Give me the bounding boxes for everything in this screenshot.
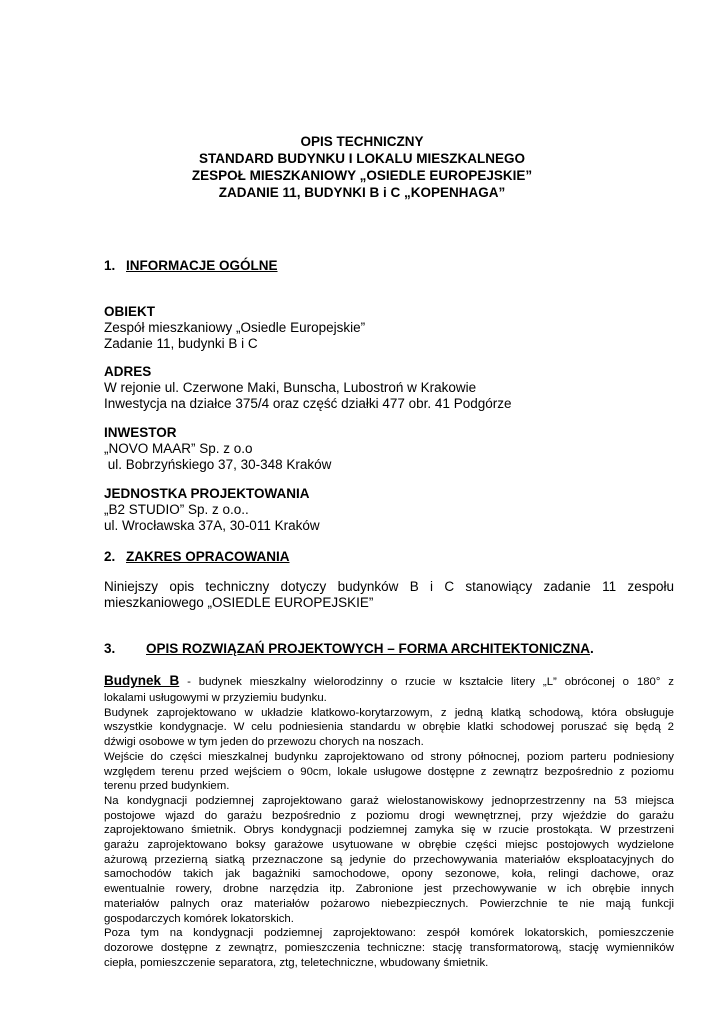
paragraph-line: Budynek zaprojektowano w układzie klatkowo-korytarzowym, z jedną klatką schodową, która obsługuje	[104, 706, 674, 719]
inwestor-block	[104, 425, 674, 473]
section-number: 1.	[104, 258, 116, 273]
paragraph-line: ciepła, pomieszczenie separatora, ztg, teletechniczne, wbudowany śmietnik.	[104, 956, 489, 969]
paragraph-line: mieszkaniowego „OSIEDLE EUROPEJSKIE”	[104, 595, 374, 610]
paragraph-line	[104, 672, 674, 691]
jednostka-heading: JEDNOSTKA PROJEKTOWANIA	[104, 486, 310, 501]
adres-heading: ADRES	[104, 364, 152, 379]
inwestor-line: ul. Bobrzyńskiego 37, 30-348 Kraków	[104, 457, 332, 472]
section-3-heading	[104, 640, 594, 657]
obiekt-heading: OBIEKT	[104, 304, 156, 319]
section-2-heading	[104, 548, 290, 565]
obiekt-line: Zadanie 11, budynki B i C	[104, 336, 258, 351]
section-2-paragraph	[104, 579, 674, 611]
paragraph-line: ewentualnie rowery, drobne narzędzia itp. Zabronione jest przechowywanie w ich obrębie innych	[104, 883, 674, 896]
paragraph-line: względem terenu przed wejściem o 90cm, lokale usługowe dostępne z zewnątrz bezpośrednio z poziomu	[104, 765, 674, 778]
paragraph-line: materiałów palnych oraz materiałów pożarowo niebezpiecznych. Powierzchnie te nie mają funkcji	[104, 897, 674, 910]
section-1-heading	[104, 257, 278, 274]
title-line: OPIS TECHNICZNY	[300, 134, 424, 149]
adres-block	[104, 364, 674, 412]
paragraph-line: dozorowe dostępne z zewnątrz, pomieszczenia techniczne: stację transformatorową, stację wymienników	[104, 941, 674, 954]
paragraph-line: wszystkie kondygnacje. W celu podniesienia standardu w obrębie klatki schodowej poruszać się będą 2	[104, 721, 674, 734]
obiekt-line: Zespół mieszkaniowy „Osiedle Europejskie”	[104, 320, 366, 335]
paragraph-text: - budynek mieszkalny wielorodzinny o rzucie w kształcie litery „L” obróconej o 180° z	[179, 676, 674, 688]
title-line: ZADANIE 11, BUDYNKI B i C „KOPENHAGA”	[218, 185, 506, 200]
section-title: INFORMACJE OGÓLNE	[126, 258, 278, 273]
jednostka-line: ul. Wrocławska 37A, 30-011 Kraków	[104, 518, 320, 533]
jednostka-line: „B2 STUDIO” Sp. z o.o..	[104, 502, 249, 517]
paragraph-line: gospodarczych komórek lokatorskich.	[104, 912, 294, 925]
paragraph-line: Na kondygnacji podziemnej zaprojektowano garaż wielostanowiskowy jednoprzestrzenny na 53 miejsca	[104, 794, 674, 807]
inwestor-heading: INWESTOR	[104, 425, 177, 440]
section-number: 2.	[104, 549, 116, 564]
adres-line: Inwestycja na działce 375/4 oraz część działki 477 obr. 41 Podgórze	[104, 396, 512, 411]
budynek-b-paragraph	[104, 672, 674, 970]
adres-line: W rejonie ul. Czerwone Maki, Bunscha, Lubostroń w Krakowie	[104, 380, 477, 395]
paragraph-line: ażurową przezierną siatką przeznaczone są jedynie do przechowywania materiałów eksploatacyjnych do	[104, 853, 674, 866]
title-line: ZESPOŁ MIESZKANIOWY „OSIEDLE EUROPEJSKIE”	[191, 168, 533, 183]
paragraph-line: zaprojektowano śmietnik. Obrys kondygnacji podziemnej zamyka się w rzucie prostokąta. W przestrzeni	[104, 824, 674, 837]
paragraph-line: lokalami usługowymi w przyziemiu budynku.	[104, 692, 327, 704]
paragraph-line: samochodów takich jak bagażniki samochodowe, opony sezonowe, koła, relingi dachowe, oraz	[104, 868, 674, 881]
paragraph-line: postojowe wjazd do garażu bezpośrednio z poziomu drogi wewnętrznej, przy wjeździe do garażu	[104, 809, 674, 822]
jednostka-block	[104, 486, 674, 534]
paragraph-line: garażu zaprojektowano boksy garażowe usytuowane w obrębie części miejsc postojowych wydzielone	[104, 839, 674, 852]
paragraph-line: dźwigi osobowe w tym jeden do przewozu chorych na noszach.	[104, 736, 424, 749]
paragraph-line: Niniejszy opis techniczny dotyczy budynków B i C stanowiący zadanie 11 zespołu	[104, 579, 674, 594]
document-title	[0, 133, 724, 201]
paragraph-line: Poza tym na kondygnacji podziemnej zaprojektowano: zespół komórek lokatorskich, pomieszczenie	[104, 927, 674, 940]
budynek-b-label: Budynek B	[104, 673, 180, 688]
paragraph-line: terenu przed budynkiem.	[104, 780, 230, 793]
obiekt-block	[104, 304, 674, 352]
inwestor-line: „NOVO MAAR” Sp. z o.o	[104, 441, 253, 456]
paragraph-line: Wejście do części mieszkalnej budynku zaprojektowano od strony północnej, poziom parteru podniesiony	[104, 750, 674, 763]
section-number: 3.	[104, 641, 116, 656]
section-title: ZAKRES OPRACOWANIA	[126, 549, 290, 564]
section-title: OPIS ROZWIĄZAŃ PROJEKTOWYCH – FORMA ARCHITEKTONICZNA	[146, 641, 591, 656]
title-line: STANDARD BUDYNKU I LOKALU MIESZKALNEGO	[199, 151, 525, 166]
section-title-period: .	[590, 641, 594, 656]
